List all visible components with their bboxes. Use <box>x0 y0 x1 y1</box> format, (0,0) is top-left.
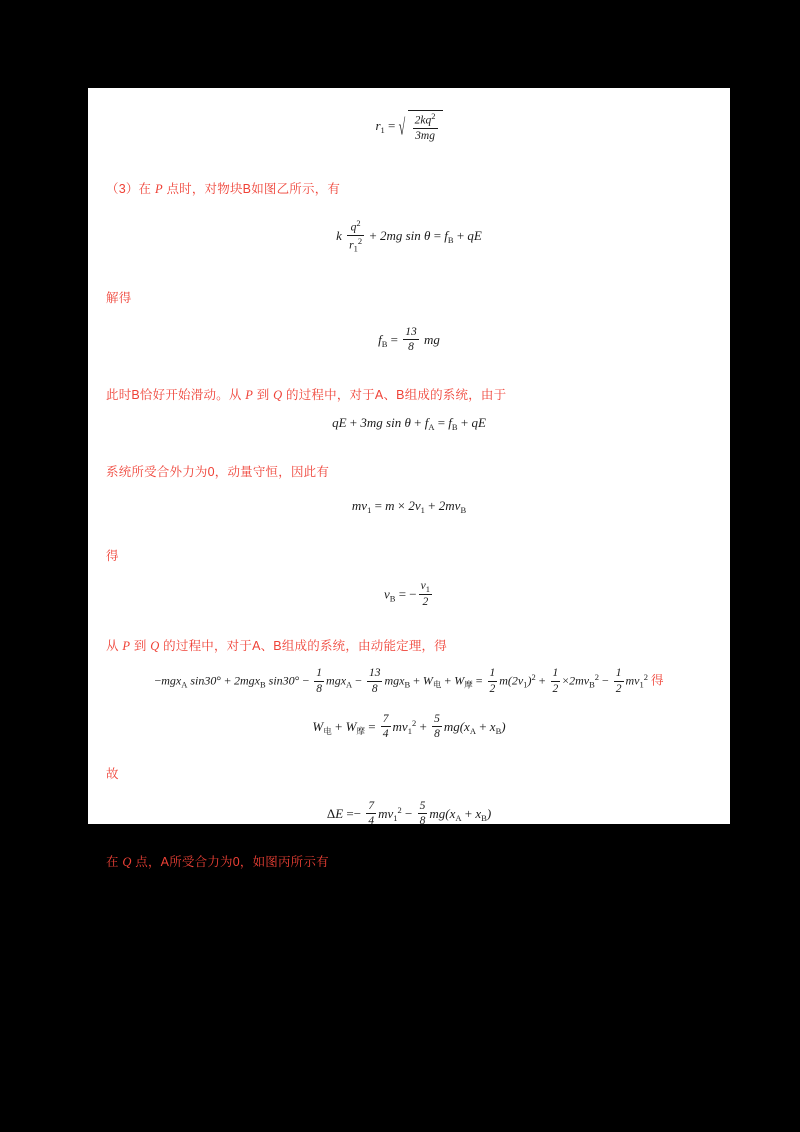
math-expression: qE + 3mg $\sin \theta + f_A = f_B$ + qE <box>332 414 486 432</box>
formula-work-energy <box>106 667 712 697</box>
document-page <box>88 88 730 870</box>
paragraph-part3-intro: （3）在 P 点时，对物块B如图乙所示，有 <box>106 182 341 197</box>
formula-r1 <box>106 110 712 144</box>
formula-force-balance-B <box>106 219 712 255</box>
math-expression: $r_1$ = √ $\frac{2kq^2}{3mg}$ <box>375 110 442 144</box>
math-expression: −mgx$_A$ sin30° + 2mgx$_B$ sin30° − $\frac{1}{8}$ mgx$_A$ − $\frac{13}{8}$ $mgx_B + W_电 + W_摩$ = $\frac{1}{2}$ $m(2v_1)^2$ + $\frac{1}{2}$ $\times 2mv_B^2$ − $\frac{1}{2}$ $mv_1^2$ <box>154 667 649 695</box>
paragraph-B-slides: 此时B恰好开始滑动。从 P 到 Q 的过程中，对于A、B组成的系统，由于 <box>106 387 507 402</box>
formula-vB <box>106 580 712 611</box>
math-expression: $v_B$ = − $\frac{v_1}{2}$ <box>384 579 430 609</box>
paragraph-得: 得 <box>106 548 119 563</box>
paragraph-solved: 解得 <box>106 291 132 306</box>
paragraph-故: 故 <box>106 766 119 781</box>
formula-work-sum <box>106 713 712 743</box>
paragraph-energy-theorem: 从 P 到 Q 的过程中，对于A、B组成的系统，由动能定理，得 <box>106 638 447 653</box>
math-expression: k $\frac{q^2}{r_1^2}$ + 2mg $\sin \theta = f_B$ + qE <box>336 218 482 254</box>
math-expression: $W_电 + W_摩$ = $\frac{7}{4}$ $mv_1^2$ + $\frac{5}{8}$ $mg(x_A + x_B)$ <box>312 713 506 741</box>
formula-momentum <box>106 496 712 517</box>
paragraph-at-Q: 在 Q 点，A所受合力为0，如图丙所示有 <box>106 855 329 870</box>
math-expression: ΔE =− $\frac{7}{4}$ $mv_1^2$ − $\frac{5}{8}$ $mg(x_A + x_B)$ <box>326 799 492 827</box>
formula-trailing-note: 得 <box>651 674 664 689</box>
formula-system-force <box>106 413 712 434</box>
formula-delta-E <box>106 800 712 830</box>
math-expression: $f_B$ = $\frac{13}{8}$ mg <box>378 326 440 354</box>
formula-fB <box>106 326 712 356</box>
document-content <box>88 110 730 872</box>
math-expression: $mv_1 = m \times 2v_1 + 2mv_B$ <box>351 498 467 516</box>
paragraph-momentum: 系统所受合外力为0，动量守恒，因此有 <box>106 465 330 480</box>
